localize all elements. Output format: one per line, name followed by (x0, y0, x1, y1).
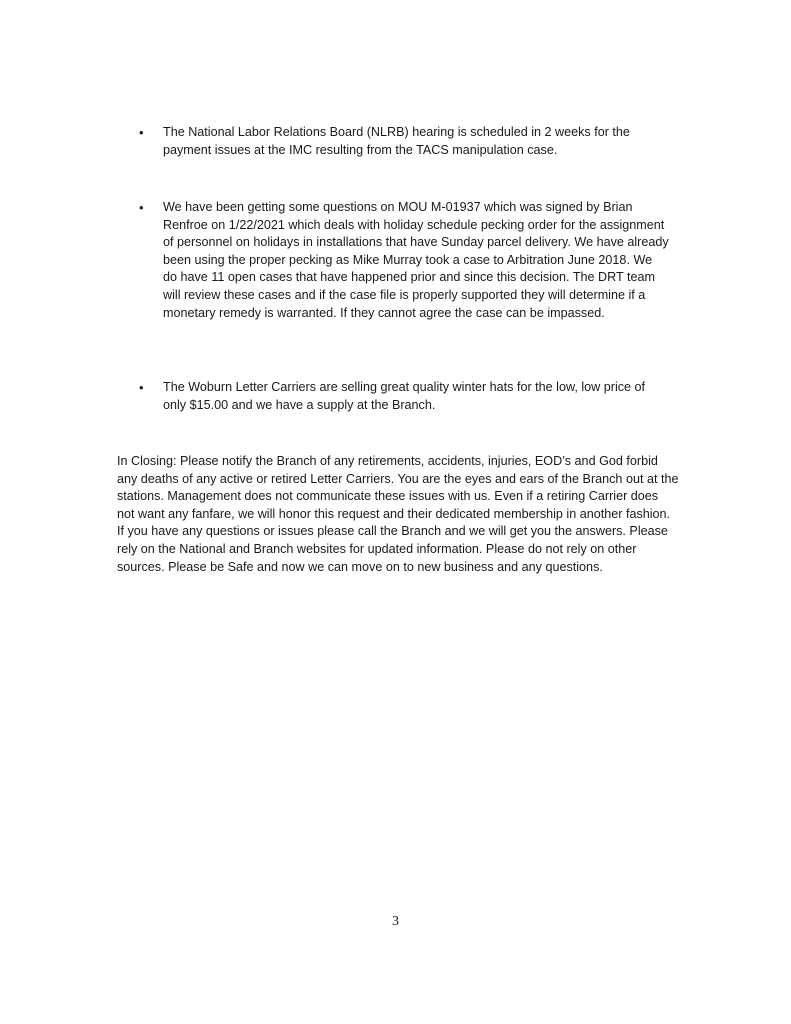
bullet-item-nlrb-hearing (139, 124, 669, 159)
bullet-text: The Woburn Letter Carriers are selling great quality winter hats for the low, low price of only $15.00 and we have a supply at the Branch. (163, 380, 646, 412)
bullet-item-winter-hats (139, 379, 669, 414)
bullet-item-mou-questions (139, 199, 669, 322)
bullet-marker: • (139, 380, 144, 395)
closing-paragraph: In Closing: Please notify the Branch of any retirements, accidents, injuries, EOD’s and God forbid any deaths of any active or retired Letter Carriers. You are the eyes and ears of the Branch out at the stations. Management does not communicate these issues with us. Even if a retiring Carrier does not want any fanfare, we will honor this request and their dedicated membership in another fashion. If you have any questions or issues please call the Branch and we will get you the answers. Please rely on the National and Branch websites for updated information. Please do not rely on other sources. Please be Safe and now we can move on to new business and any questions. (117, 454, 679, 574)
bullet-marker: • (139, 125, 144, 140)
bullet-text: We have been getting some questions on MOU M-01937 which was signed by Brian Renfroe on 1/22/2021 which deals with holiday schedule pecking order for the assignment of personnel on holidays in installations that have Sunday parcel delivery. We have already been using the proper pecking as Mike Murray took a case to Arbitration June 2018. We do have 11 open cases that have happened prior and since this decision. The DRT team will review these cases and if the case file is properly supported they will determine if a monetary remedy is warranted. If they cannot agree the case can be impassed. (163, 200, 669, 320)
page-number: 3 (392, 914, 399, 929)
bullet-text: The National Labor Relations Board (NLRB) hearing is scheduled in 2 weeks for the payment issues at the IMC resulting from the TACS manipulation case. (163, 125, 630, 157)
bullet-marker: • (139, 200, 144, 215)
